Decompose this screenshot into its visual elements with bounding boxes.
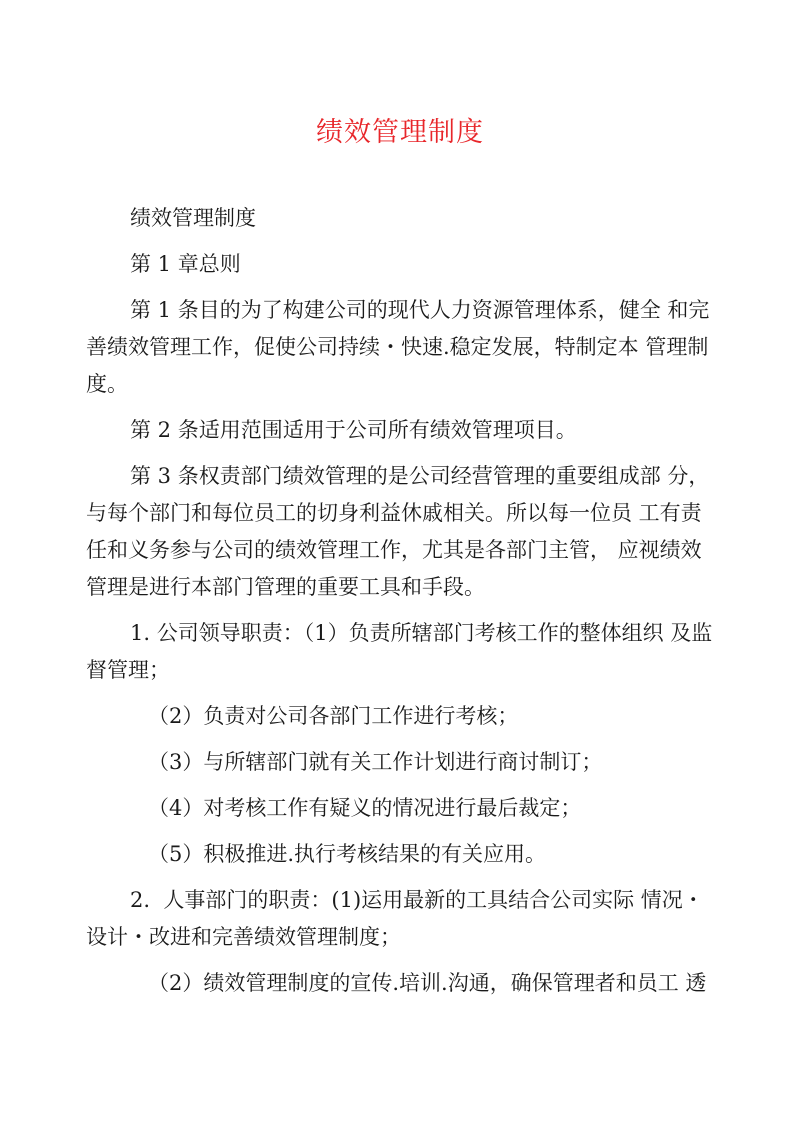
list-item-2: （2）负责对公司各部门工作进行考核； <box>148 704 519 728</box>
paragraph-leader-duties: 1. 公司领导职责：（1）负责所辖部门考核工作的整体组织 及监督管理； <box>86 621 713 682</box>
paragraph-heading: 绩效管理制度 <box>130 206 256 230</box>
document-body <box>86 200 716 1011</box>
document-title: 绩效管理制度 <box>316 117 484 148</box>
paragraph-chapter-1: 第 1 章总则 <box>130 252 241 276</box>
list-item-5: （5）积极推进.执行考核结果的有关应用。 <box>148 842 547 866</box>
paragraph-article-2: 第 2 条适用范围适用于公司所有绩效管理项目。 <box>130 418 577 442</box>
list-item-hr-2: （2）绩效管理制度的宣传.培训.沟通，确保管理者和员工 透 <box>148 971 707 995</box>
list-item-4: （4）对考核工作有疑义的情况进行最后裁定； <box>148 796 582 820</box>
paragraph-article-3: 第 3 条权责部门绩效管理的是公司经营管理的重要组成部 分，与每个部门和每位员工的切身利益休戚相关。所以每一位员 工有责任和义务参与公司的绩效管理工作，尤其是各部门主管， 应视绩效管理是进行本部门管理的重要工具和手段。 <box>86 464 710 599</box>
paragraph-hr-duties: 2. 人事部门的职责：(1)运用最新的工具结合公司实际 情况・设计・改进和完善绩效管理制度； <box>86 888 704 949</box>
paragraph-article-1: 第 1 条目的为了构建公司的现代人力资源管理体系，健全 和完善绩效管理工作，促使公司持续・快速.稳定发展，特制定本 管理制度。 <box>86 298 710 396</box>
list-item-3: （3）与所辖部门就有关工作计划进行商讨制订； <box>148 750 603 774</box>
